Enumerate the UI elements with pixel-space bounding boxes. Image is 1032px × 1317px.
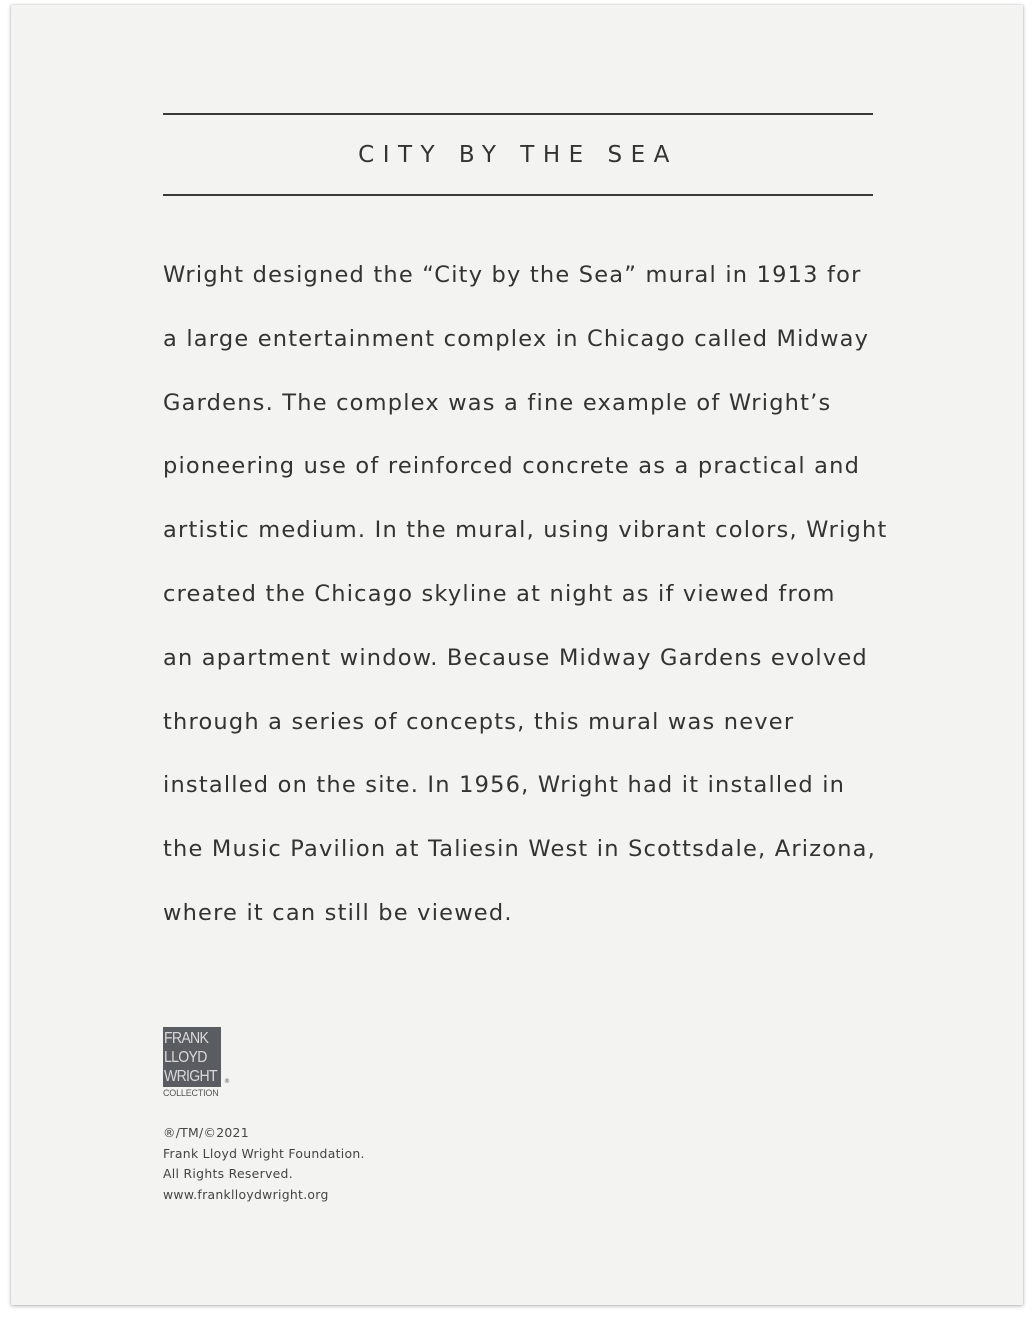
footer-org: Frank Lloyd Wright Foundation. xyxy=(163,1145,365,1161)
logo-line-lloyd: LLOYD xyxy=(164,1048,207,1066)
text-line: where it can still be viewed. xyxy=(163,899,513,926)
text-line: pioneering use of reinforced concrete as a practical and xyxy=(163,453,861,480)
registered-mark: ® xyxy=(224,1078,230,1085)
footer-marks: ®/TM/©2021 xyxy=(163,1125,249,1140)
text-line: created the Chicago skyline at night as if viewed from xyxy=(163,580,836,607)
copyright-footer xyxy=(163,1123,365,1206)
description-text xyxy=(163,254,893,956)
title-top-rule xyxy=(163,113,873,115)
footer-rights: All Rights Reserved. xyxy=(163,1166,293,1182)
logo-collection-label: COLLECTION xyxy=(163,1088,219,1098)
info-card xyxy=(11,5,1023,1305)
page-title: CITY BY THE SEA xyxy=(358,142,678,168)
footer-url: www.franklloydwright.org xyxy=(163,1187,329,1203)
logo-line-wright: WRIGHT xyxy=(164,1067,217,1085)
text-line: a large entertainment complex in Chicago called Midway xyxy=(163,325,870,352)
text-line: Wright designed the “City by the Sea” mural in 1913 for xyxy=(163,262,862,288)
title-bottom-rule xyxy=(163,194,873,196)
text-line: through a series of concepts, this mural was never xyxy=(163,708,795,735)
text-line: Gardens. The complex was a fine example of Wright’s xyxy=(163,389,832,416)
logo-line-frank: FRANK xyxy=(164,1029,209,1047)
text-line: the Music Pavilion at Taliesin West in Scottsdale, Arizona, xyxy=(163,836,876,863)
logo-box xyxy=(163,1027,221,1087)
frank-lloyd-wright-collection-logo xyxy=(163,1027,230,1099)
text-line: artistic medium. In the mural, using vibrant colors, Wright xyxy=(163,517,888,544)
text-line: an apartment window. Because Midway Gardens evolved xyxy=(163,644,868,671)
text-line: installed on the site. In 1956, Wright had it installed in xyxy=(163,772,846,799)
